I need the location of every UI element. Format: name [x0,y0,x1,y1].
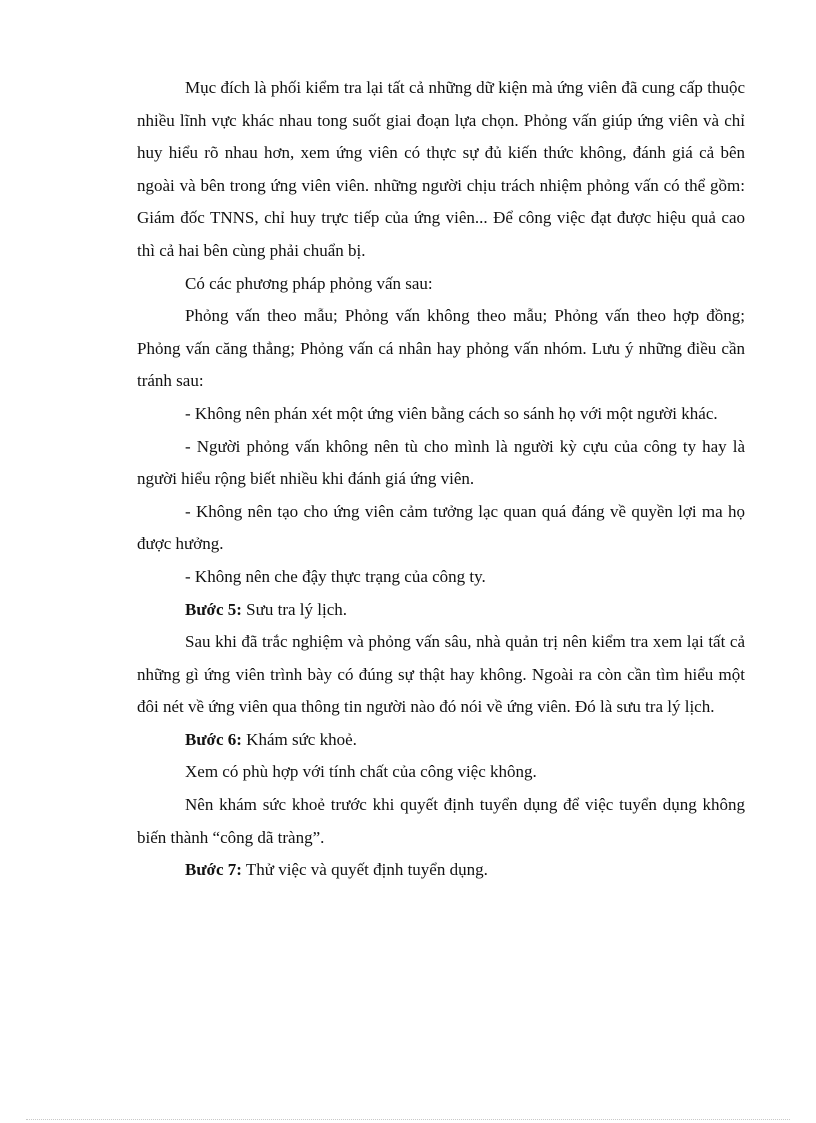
paragraph-purpose [137,72,745,268]
step-label: Bước 6: [185,729,242,749]
step-title: Sưu tra lý lịch. [241,599,347,619]
step-title: Thử việc và quyết định tuyển dụng. [241,860,488,880]
document-body [137,72,745,887]
paragraph-text: Xem có phù hợp với tính chất của công việc không. [185,762,537,782]
paragraph-text: Sau khi đã trắc nghiệm và phỏng vấn sâu, nhà quản trị nên kiểm tra xem lại tất cả những gì ứng viên trình bày có đúng sự thật hay không. Ngoài ra còn cần tìm hiểu một đôi nét về ứng viên qua thông tin người nào đó nói về ứng viên. Đó là sưu tra lý lịch. [137,632,745,717]
paragraph-health-check [137,789,745,854]
paragraph-text: - Không nên tạo cho ứng viên cảm tưởng lạc quan quá đáng về quyền lợi ma họ được hưởng. [137,501,745,554]
step-6-heading [137,724,745,757]
paragraph-background-check [137,626,745,724]
step-title: Khám sức khoẻ. [241,729,357,749]
paragraph-text: - Người phỏng vấn không nên tù cho mình là người kỳ cựu của công ty hay là người hiểu rộng biết nhiều khi đánh giá ứng viên. [137,436,745,489]
list-item-avoid-optimism [137,496,745,561]
paragraph-text: Có các phương pháp phỏng vấn sau: [185,273,433,293]
step-label: Bước 7: [185,860,242,880]
paragraph-health-fit [137,756,745,789]
paragraph-text: Mục đích là phối kiểm tra lại tất cả những dữ kiện mà ứng viên đã cung cấp thuộc nhiều lĩnh vực khác nhau tong suốt giai đoạn lựa chọn. Phỏng vấn giúp ứng viên và chỉ huy hiểu rõ nhau hơn, xem ứng viên có thực sự đủ kiến thức không, đánh giá cả bên ngoài và bên trong ứng viên viên. những người chịu trách nhiệm phỏng vấn có thể gồm: Giám đốc TNNS, chỉ huy trực tiếp của ứng viên... Để công việc đạt được hiệu quả cao thì cả hai bên cùng phải chuẩn bị. [137,78,745,260]
paragraph-text: - Không nên che đậy thực trạng của công ty. [185,566,486,586]
paragraph-text: Phỏng vấn theo mẫu; Phỏng vấn không theo mẫu; Phỏng vấn theo hợp đồng; Phỏng vấn căng thẳng; Phỏng vấn cá nhân hay phỏng vấn nhóm. Lưu ý những điều cần tránh sau: [137,306,745,391]
list-item-avoid-arrogance [137,431,745,496]
step-label: Bước 5: [185,599,242,619]
paragraph-text: Nên khám sức khoẻ trước khi quyết định tuyển dụng để việc tuyển dụng không biến thành “công dã tràng”. [137,795,745,847]
list-item-avoid-comparison [137,398,745,431]
paragraph-text: - Không nên phán xét một ứng viên bằng cách so sánh họ với một người khác. [185,403,718,423]
page-bottom-divider [26,1119,790,1120]
paragraph-interview-methods-intro [137,268,745,301]
step-5-heading [137,594,745,627]
paragraph-interview-methods [137,300,745,398]
step-7-heading [137,854,745,887]
list-item-avoid-concealment [137,561,745,594]
